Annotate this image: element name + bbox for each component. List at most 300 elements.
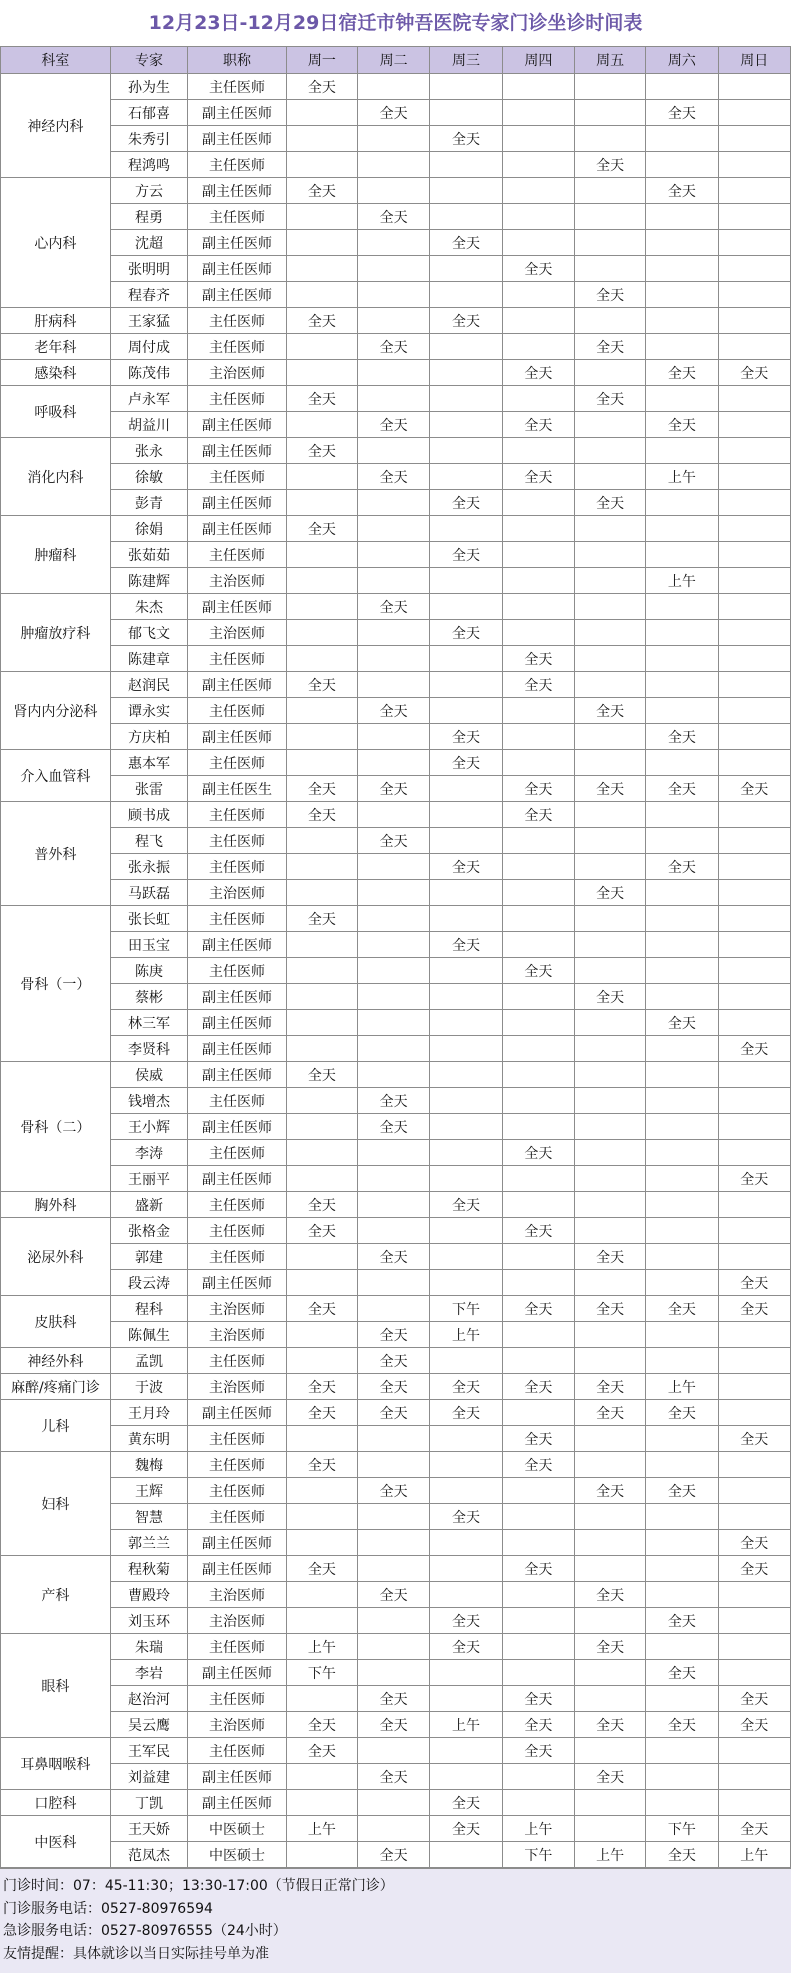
schedule-cell: 全天 — [430, 126, 502, 152]
schedule-cell — [575, 412, 646, 438]
department-cell: 消化内科 — [1, 438, 111, 516]
schedule-cell — [430, 984, 502, 1010]
doctor-name-cell: 惠本军 — [110, 750, 187, 776]
schedule-cell — [357, 802, 429, 828]
doctor-title-cell: 副主任医师 — [188, 932, 287, 958]
schedule-cell — [575, 1062, 646, 1088]
schedule-cell — [575, 126, 646, 152]
department-cell: 普外科 — [1, 802, 111, 906]
schedule-cell — [430, 412, 502, 438]
schedule-cell — [718, 568, 790, 594]
table-row — [1, 1556, 791, 1582]
doctor-title-cell: 主任医师 — [188, 334, 287, 360]
table-row — [1, 1842, 791, 1868]
doctor-name-cell: 曹殿玲 — [110, 1582, 187, 1608]
schedule-cell — [646, 1426, 718, 1452]
schedule-cell — [502, 516, 574, 542]
schedule-cell: 全天 — [286, 1452, 357, 1478]
doctor-title-cell: 主任医师 — [188, 1218, 287, 1244]
doctor-name-cell: 王军民 — [110, 1738, 187, 1764]
schedule-cell — [575, 74, 646, 100]
schedule-cell — [718, 1244, 790, 1270]
table-row — [1, 1738, 791, 1764]
schedule-cell — [286, 360, 357, 386]
department-cell: 骨科（一） — [1, 906, 111, 1062]
schedule-cell — [502, 1400, 574, 1426]
schedule-cell — [718, 1790, 790, 1816]
schedule-cell — [357, 308, 429, 334]
schedule-cell: 全天 — [646, 1400, 718, 1426]
schedule-cell — [286, 646, 357, 672]
doctor-title-cell: 主任医师 — [188, 1504, 287, 1530]
department-cell: 胸外科 — [1, 1192, 111, 1218]
schedule-cell — [575, 1556, 646, 1582]
doctor-name-cell: 程勇 — [110, 204, 187, 230]
schedule-cell — [646, 620, 718, 646]
schedule-cell — [646, 1244, 718, 1270]
doctor-title-cell: 副主任医师 — [188, 412, 287, 438]
schedule-cell — [575, 1088, 646, 1114]
schedule-cell — [575, 1608, 646, 1634]
schedule-cell — [286, 490, 357, 516]
schedule-cell: 全天 — [357, 1478, 429, 1504]
schedule-cell — [575, 1166, 646, 1192]
doctor-title-cell: 主任医师 — [188, 1478, 287, 1504]
department-cell: 泌尿外科 — [1, 1218, 111, 1296]
table-row — [1, 230, 791, 256]
department-cell: 介入血管科 — [1, 750, 111, 802]
department-cell: 口腔科 — [1, 1790, 111, 1816]
schedule-cell — [430, 1140, 502, 1166]
table-row — [1, 1166, 791, 1192]
schedule-cell — [646, 1530, 718, 1556]
table-row — [1, 308, 791, 334]
schedule-cell: 全天 — [430, 1374, 502, 1400]
schedule-cell — [357, 880, 429, 906]
doctor-name-cell: 朱秀引 — [110, 126, 187, 152]
schedule-cell — [646, 282, 718, 308]
schedule-cell — [502, 594, 574, 620]
schedule-cell: 全天 — [502, 802, 574, 828]
schedule-cell — [718, 1192, 790, 1218]
doctor-name-cell: 李贤科 — [110, 1036, 187, 1062]
department-cell: 皮肤科 — [1, 1296, 111, 1348]
schedule-cell — [575, 646, 646, 672]
doctor-title-cell: 副主任医师 — [188, 516, 287, 542]
schedule-cell — [646, 698, 718, 724]
schedule-cell — [357, 1296, 429, 1322]
doctor-name-cell: 孙为生 — [110, 74, 187, 100]
schedule-cell: 全天 — [502, 1374, 574, 1400]
doctor-title-cell: 副主任医师 — [188, 1764, 287, 1790]
schedule-cell — [502, 828, 574, 854]
table-row — [1, 126, 791, 152]
doctor-name-cell: 张长虹 — [110, 906, 187, 932]
doctor-title-cell: 主治医师 — [188, 1296, 287, 1322]
doctor-name-cell: 卢永军 — [110, 386, 187, 412]
schedule-cell — [646, 230, 718, 256]
schedule-cell — [646, 1036, 718, 1062]
schedule-cell — [502, 906, 574, 932]
table-row — [1, 1764, 791, 1790]
schedule-cell — [357, 360, 429, 386]
schedule-cell: 上午 — [718, 1842, 790, 1868]
schedule-cell: 全天 — [357, 1764, 429, 1790]
schedule-cell — [357, 1218, 429, 1244]
schedule-cell — [502, 126, 574, 152]
schedule-cell — [357, 568, 429, 594]
schedule-cell — [357, 1010, 429, 1036]
schedule-cell — [575, 230, 646, 256]
schedule-cell: 全天 — [357, 698, 429, 724]
doctor-title-cell: 主任医师 — [188, 698, 287, 724]
table-row — [1, 542, 791, 568]
doctor-title-cell: 主任医师 — [188, 204, 287, 230]
table-row — [1, 1686, 791, 1712]
schedule-cell: 全天 — [430, 1790, 502, 1816]
schedule-cell — [430, 1556, 502, 1582]
doctor-name-cell: 程飞 — [110, 828, 187, 854]
schedule-cell: 全天 — [718, 1036, 790, 1062]
header-wed: 周三 — [430, 47, 502, 74]
doctor-title-cell: 主任医师 — [188, 1088, 287, 1114]
schedule-cell — [502, 1270, 574, 1296]
schedule-cell — [718, 984, 790, 1010]
schedule-cell — [575, 308, 646, 334]
schedule-cell — [718, 1088, 790, 1114]
doctor-title-cell: 主任医师 — [188, 1452, 287, 1478]
schedule-cell: 全天 — [502, 646, 574, 672]
department-cell: 感染科 — [1, 360, 111, 386]
doctor-title-cell: 主任医师 — [188, 1244, 287, 1270]
schedule-cell — [286, 126, 357, 152]
schedule-cell — [430, 1166, 502, 1192]
schedule-cell: 上午 — [430, 1712, 502, 1738]
schedule-cell — [718, 412, 790, 438]
schedule-cell — [502, 1348, 574, 1374]
doctor-name-cell: 周付成 — [110, 334, 187, 360]
schedule-cell — [502, 880, 574, 906]
schedule-cell — [502, 1244, 574, 1270]
doctor-title-cell: 副主任医师 — [188, 1114, 287, 1140]
doctor-title-cell: 副主任医师 — [188, 1790, 287, 1816]
table-row — [1, 334, 791, 360]
schedule-cell — [357, 1140, 429, 1166]
doctor-name-cell: 钱增杰 — [110, 1088, 187, 1114]
schedule-cell — [575, 1530, 646, 1556]
doctor-name-cell: 程秋菊 — [110, 1556, 187, 1582]
schedule-cell — [718, 1322, 790, 1348]
department-cell: 产科 — [1, 1556, 111, 1634]
doctor-name-cell: 林三军 — [110, 1010, 187, 1036]
schedule-cell — [502, 1062, 574, 1088]
doctor-name-cell: 侯威 — [110, 1062, 187, 1088]
schedule-cell: 全天 — [718, 360, 790, 386]
schedule-cell — [502, 1660, 574, 1686]
schedule-cell — [646, 828, 718, 854]
doctor-name-cell: 朱杰 — [110, 594, 187, 620]
doctor-title-cell: 主任医师 — [188, 542, 287, 568]
doctor-title-cell: 副主任医师 — [188, 594, 287, 620]
schedule-cell: 全天 — [575, 880, 646, 906]
schedule-cell — [286, 1764, 357, 1790]
schedule-cell — [286, 1504, 357, 1530]
doctor-name-cell: 陈茂伟 — [110, 360, 187, 386]
schedule-cell — [286, 152, 357, 178]
schedule-cell — [646, 984, 718, 1010]
schedule-cell — [430, 646, 502, 672]
schedule-cell: 全天 — [286, 672, 357, 698]
doctor-name-cell: 陈佩生 — [110, 1322, 187, 1348]
schedule-cell — [575, 750, 646, 776]
schedule-cell — [575, 1036, 646, 1062]
schedule-cell — [502, 490, 574, 516]
doctor-name-cell: 段云涛 — [110, 1270, 187, 1296]
schedule-cell — [502, 1166, 574, 1192]
table-row — [1, 1114, 791, 1140]
table-row — [1, 1478, 791, 1504]
doctor-title-cell: 副主任医师 — [188, 1036, 287, 1062]
doctor-name-cell: 方云 — [110, 178, 187, 204]
schedule-cell: 全天 — [646, 100, 718, 126]
schedule-cell: 上午 — [646, 1374, 718, 1400]
schedule-cell — [357, 490, 429, 516]
doctor-name-cell: 魏梅 — [110, 1452, 187, 1478]
doctor-name-cell: 谭永实 — [110, 698, 187, 724]
schedule-cell — [357, 1452, 429, 1478]
schedule-cell: 全天 — [286, 74, 357, 100]
schedule-cell: 全天 — [286, 802, 357, 828]
schedule-cell: 全天 — [502, 1738, 574, 1764]
schedule-cell: 全天 — [502, 776, 574, 802]
doctor-name-cell: 孟凯 — [110, 1348, 187, 1374]
schedule-cell: 全天 — [430, 854, 502, 880]
schedule-cell — [575, 1218, 646, 1244]
schedule-cell — [357, 1634, 429, 1660]
department-cell: 妇科 — [1, 1452, 111, 1556]
schedule-cell: 全天 — [646, 1842, 718, 1868]
schedule-cell — [430, 594, 502, 620]
schedule-cell — [575, 932, 646, 958]
schedule-cell — [357, 932, 429, 958]
schedule-cell — [646, 1166, 718, 1192]
schedule-cell: 全天 — [430, 1192, 502, 1218]
doctor-title-cell: 主任医师 — [188, 750, 287, 776]
schedule-cell — [646, 490, 718, 516]
schedule-cell — [646, 1062, 718, 1088]
schedule-cell: 上午 — [430, 1322, 502, 1348]
schedule-cell — [646, 1088, 718, 1114]
schedule-cell: 下午 — [502, 1842, 574, 1868]
schedule-body — [1, 74, 791, 1868]
table-row — [1, 1348, 791, 1374]
schedule-cell — [718, 204, 790, 230]
schedule-cell — [575, 802, 646, 828]
schedule-table — [0, 46, 791, 1868]
schedule-cell — [575, 958, 646, 984]
schedule-cell — [718, 1478, 790, 1504]
header-thu: 周四 — [502, 47, 574, 74]
schedule-cell — [718, 932, 790, 958]
schedule-cell — [718, 1140, 790, 1166]
doctor-name-cell: 王家猛 — [110, 308, 187, 334]
schedule-cell: 全天 — [430, 1504, 502, 1530]
schedule-cell: 全天 — [286, 1062, 357, 1088]
doctor-name-cell: 石郁喜 — [110, 100, 187, 126]
schedule-cell — [718, 1010, 790, 1036]
footer-notes — [0, 1868, 791, 1965]
schedule-cell — [575, 1114, 646, 1140]
table-row — [1, 646, 791, 672]
schedule-cell — [502, 204, 574, 230]
table-row — [1, 1036, 791, 1062]
schedule-cell: 全天 — [575, 1478, 646, 1504]
table-row — [1, 698, 791, 724]
schedule-cell: 全天 — [575, 1634, 646, 1660]
schedule-cell — [357, 1426, 429, 1452]
schedule-cell — [646, 126, 718, 152]
schedule-cell: 全天 — [646, 854, 718, 880]
schedule-cell — [575, 360, 646, 386]
table-row — [1, 568, 791, 594]
schedule-cell — [286, 100, 357, 126]
schedule-cell — [357, 1660, 429, 1686]
schedule-cell: 全天 — [646, 1478, 718, 1504]
schedule-cell — [502, 152, 574, 178]
schedule-cell — [502, 1764, 574, 1790]
schedule-cell — [718, 230, 790, 256]
schedule-cell — [646, 1452, 718, 1478]
schedule-cell — [646, 542, 718, 568]
schedule-cell — [646, 594, 718, 620]
schedule-cell — [646, 438, 718, 464]
doctor-name-cell: 程科 — [110, 1296, 187, 1322]
table-row — [1, 1634, 791, 1660]
schedule-cell — [718, 828, 790, 854]
doctor-title-cell: 副主任医师 — [188, 178, 287, 204]
doctor-name-cell: 丁凯 — [110, 1790, 187, 1816]
schedule-cell — [430, 464, 502, 490]
schedule-cell — [502, 386, 574, 412]
schedule-cell — [575, 594, 646, 620]
schedule-cell — [646, 334, 718, 360]
schedule-cell — [286, 334, 357, 360]
schedule-cell: 全天 — [286, 178, 357, 204]
doctor-name-cell: 盛新 — [110, 1192, 187, 1218]
schedule-cell — [430, 1114, 502, 1140]
table-row — [1, 1712, 791, 1738]
schedule-cell: 全天 — [430, 1634, 502, 1660]
schedule-cell: 全天 — [286, 1218, 357, 1244]
doctor-title-cell: 主任医师 — [188, 386, 287, 412]
schedule-cell — [357, 74, 429, 100]
footer-reminder: 友情提醒：具体就诊以当日实际挂号单为准 — [3, 1945, 269, 1962]
department-cell: 呼吸科 — [1, 386, 111, 438]
schedule-cell: 全天 — [502, 1452, 574, 1478]
schedule-cell: 全天 — [718, 1556, 790, 1582]
doctor-name-cell: 徐敏 — [110, 464, 187, 490]
schedule-cell — [357, 1270, 429, 1296]
schedule-cell: 下午 — [430, 1296, 502, 1322]
schedule-cell: 全天 — [357, 100, 429, 126]
schedule-cell — [430, 282, 502, 308]
doctor-title-cell: 主任医师 — [188, 854, 287, 880]
schedule-cell: 全天 — [575, 1296, 646, 1322]
doctor-title-cell: 主治医师 — [188, 568, 287, 594]
schedule-cell — [718, 620, 790, 646]
table-row — [1, 1608, 791, 1634]
doctor-title-cell: 副主任医师 — [188, 100, 287, 126]
schedule-cell — [430, 906, 502, 932]
table-row — [1, 620, 791, 646]
schedule-cell — [286, 1270, 357, 1296]
table-row — [1, 1426, 791, 1452]
header-sat: 周六 — [646, 47, 718, 74]
table-row — [1, 1582, 791, 1608]
table-row — [1, 672, 791, 698]
doctor-title-cell: 副主任医师 — [188, 1556, 287, 1582]
schedule-cell — [646, 516, 718, 542]
schedule-cell — [575, 204, 646, 230]
schedule-cell — [502, 1114, 574, 1140]
schedule-cell — [718, 490, 790, 516]
schedule-cell — [430, 100, 502, 126]
doctor-title-cell: 副主任医师 — [188, 1062, 287, 1088]
header-department: 科室 — [1, 47, 111, 74]
doctor-name-cell: 黄东明 — [110, 1426, 187, 1452]
schedule-cell: 全天 — [286, 1374, 357, 1400]
schedule-cell: 全天 — [357, 1348, 429, 1374]
schedule-cell: 全天 — [575, 334, 646, 360]
footer-emergency-phone: 急诊服务电话：0527-80976555（24小时） — [3, 1923, 287, 1940]
schedule-cell — [646, 386, 718, 412]
schedule-cell: 上午 — [286, 1634, 357, 1660]
schedule-cell — [646, 906, 718, 932]
table-row — [1, 412, 791, 438]
doctor-name-cell: 徐娟 — [110, 516, 187, 542]
department-cell: 心内科 — [1, 178, 111, 308]
schedule-cell — [357, 438, 429, 464]
schedule-cell — [646, 1790, 718, 1816]
doctor-title-cell: 副主任医师 — [188, 490, 287, 516]
schedule-cell — [430, 1452, 502, 1478]
schedule-cell — [575, 1140, 646, 1166]
schedule-cell: 全天 — [430, 1608, 502, 1634]
schedule-cell: 全天 — [430, 724, 502, 750]
doctor-title-cell: 主任医师 — [188, 906, 287, 932]
doctor-name-cell: 陈建章 — [110, 646, 187, 672]
schedule-cell: 全天 — [357, 204, 429, 230]
table-row — [1, 204, 791, 230]
schedule-cell — [646, 1322, 718, 1348]
footer-clinic-phone: 门诊服务电话：0527-80976594 — [3, 1900, 213, 1917]
schedule-cell — [357, 1062, 429, 1088]
schedule-cell — [357, 542, 429, 568]
doctor-title-cell: 主治医师 — [188, 1712, 287, 1738]
department-cell: 麻醉/疼痛门诊 — [1, 1374, 111, 1400]
footer-hours: 门诊时间：07：45-11:30；13:30-17:00（节假日正常门诊） — [3, 1878, 394, 1894]
schedule-cell — [286, 750, 357, 776]
schedule-cell — [575, 854, 646, 880]
schedule-cell — [357, 256, 429, 282]
doctor-name-cell: 郭兰兰 — [110, 1530, 187, 1556]
schedule-cell — [357, 984, 429, 1010]
schedule-cell — [286, 1010, 357, 1036]
table-row — [1, 1660, 791, 1686]
schedule-cell: 全天 — [357, 1400, 429, 1426]
schedule-cell — [430, 1582, 502, 1608]
schedule-cell — [357, 178, 429, 204]
